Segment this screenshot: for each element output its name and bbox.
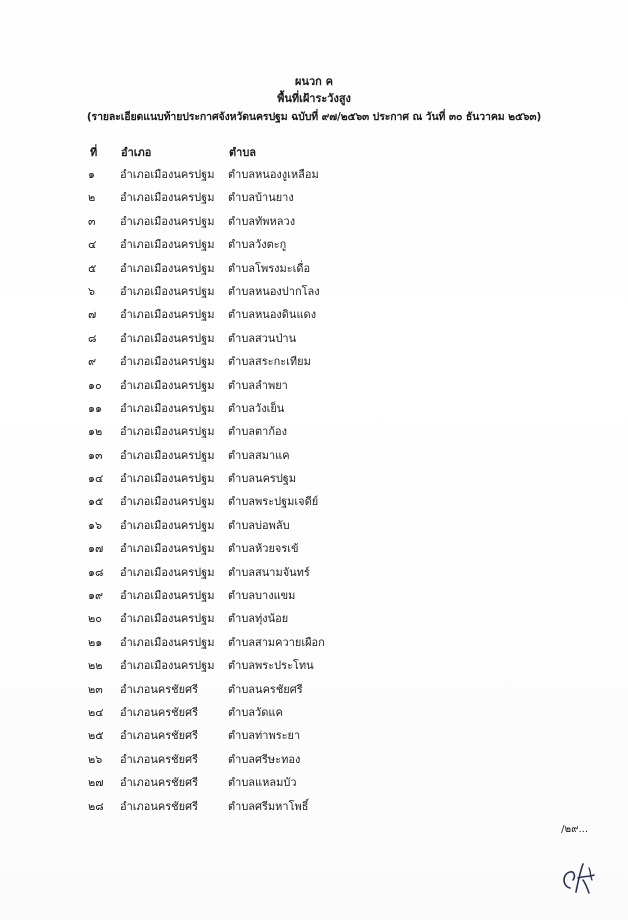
table-row xyxy=(0,327,628,350)
row-amphoe: อำเภอเมืองนครปฐม xyxy=(120,542,215,556)
row-tambon: ตำบลบ่อพลับ xyxy=(228,518,290,532)
table-row xyxy=(0,186,628,209)
row-tambon: ตำบลวังตะกู xyxy=(228,238,287,252)
row-tambon: ตำบลสนามจันทร์ xyxy=(228,565,310,579)
row-amphoe: อำเภอเมืองนครปฐม xyxy=(120,284,215,298)
table-row xyxy=(0,537,628,560)
table-row xyxy=(0,163,628,186)
table-row xyxy=(0,701,628,724)
column-header-amphoe: อำเภอ xyxy=(121,146,152,159)
row-number: ๑๕ xyxy=(88,495,104,509)
row-tambon: ตำบลบ้านยาง xyxy=(228,191,294,205)
row-amphoe: อำเภอเมืองนครปฐม xyxy=(120,214,215,228)
table-row xyxy=(0,514,628,537)
row-amphoe: อำเภอนครชัยศรี xyxy=(120,752,198,766)
table-row xyxy=(0,584,628,607)
row-amphoe: อำเภอเมืองนครปฐม xyxy=(120,191,215,205)
column-header-tambon: ตำบล xyxy=(229,146,257,159)
row-number: ๒๓ xyxy=(88,682,103,696)
table-row xyxy=(0,748,628,771)
row-number: ๓ xyxy=(88,214,96,228)
row-number: ๙ xyxy=(88,355,97,369)
row-tambon: ตำบลทัพหลวง xyxy=(228,214,296,228)
table-row xyxy=(0,654,628,677)
row-number: ๒๕ xyxy=(88,729,104,743)
area-title: พื้นที่เฝ้าระวังสูง xyxy=(277,92,351,105)
table-row xyxy=(0,631,628,654)
row-number: ๒ xyxy=(88,191,96,205)
signature-icon xyxy=(556,858,600,898)
table-row xyxy=(0,795,628,818)
table-row xyxy=(0,420,628,443)
row-amphoe: อำเภอเมืองนครปฐม xyxy=(120,261,215,275)
row-tambon: ตำบลลำพยา xyxy=(228,378,288,392)
row-tambon: ตำบลสมาแค xyxy=(228,448,290,462)
page-reference: /๒๙... xyxy=(561,824,588,835)
row-amphoe: อำเภอเมืองนครปฐม xyxy=(120,659,215,673)
row-number: ๘ xyxy=(88,331,97,345)
row-tambon: ตำบลวังเย็น xyxy=(228,401,285,415)
row-amphoe: อำเภอเมืองนครปฐม xyxy=(120,331,215,345)
row-amphoe: อำเภอเมืองนครปฐม xyxy=(120,238,215,252)
district-table xyxy=(0,163,628,818)
row-tambon: ตำบลสามควายเผือก xyxy=(228,635,325,649)
table-row xyxy=(0,607,628,630)
row-amphoe: อำเภอเมืองนครปฐม xyxy=(120,495,215,509)
row-amphoe: อำเภอเมืองนครปฐม xyxy=(120,401,215,415)
row-tambon: ตำบลศรีมหาโพธิ์ xyxy=(228,799,309,813)
row-amphoe: อำเภอเมืองนครปฐม xyxy=(120,378,215,392)
row-number: ๑๗ xyxy=(88,542,104,556)
table-row xyxy=(0,210,628,233)
row-amphoe: อำเภอเมืองนครปฐม xyxy=(120,448,215,462)
row-number: ๗ xyxy=(88,308,97,322)
row-number: ๑๓ xyxy=(88,448,103,462)
row-tambon: ตำบลศรีษะทอง xyxy=(228,752,301,766)
table-row xyxy=(0,444,628,467)
row-tambon: ตำบลสระกะเทียม xyxy=(228,355,311,369)
row-amphoe: อำเภอนครชัยศรี xyxy=(120,682,198,696)
row-number: ๑๐ xyxy=(88,378,102,392)
table-row xyxy=(0,490,628,513)
row-amphoe: อำเภอเมืองนครปฐม xyxy=(120,518,215,532)
row-tambon: ตำบลบางแขม xyxy=(228,589,296,603)
column-header-no: ที่ xyxy=(90,146,98,159)
row-amphoe: อำเภอเมืองนครปฐม xyxy=(120,168,215,181)
row-number: ๑๔ xyxy=(88,472,104,486)
row-number: ๕ xyxy=(88,261,97,275)
table-row xyxy=(0,467,628,490)
table-row xyxy=(0,257,628,280)
row-number: ๒๖ xyxy=(88,752,103,766)
row-tambon: ตำบลตาก้อง xyxy=(228,425,288,439)
document-subtitle: (รายละเอียดแนบท้ายประกาศจังหวัดนครปฐม ฉบับที่ ๙๗/๒๕๖๓ ประกาศ ณ วันที่ ๓๐ ธันวาคม ๒๕๖๓) xyxy=(86,111,542,123)
row-number: ๑๘ xyxy=(88,565,104,579)
row-amphoe: อำเภอเมืองนครปฐม xyxy=(120,355,215,369)
table-row xyxy=(0,374,628,397)
row-amphoe: อำเภอเมืองนครปฐม xyxy=(120,308,215,322)
table-row xyxy=(0,350,628,373)
row-number: ๒๑ xyxy=(88,635,103,649)
row-amphoe: อำเภอเมืองนครปฐม xyxy=(120,425,215,439)
row-tambon: ตำบลวัดแค xyxy=(228,705,283,719)
row-amphoe: อำเภอเมืองนครปฐม xyxy=(120,612,215,626)
row-amphoe: อำเภอเมืองนครปฐม xyxy=(120,472,215,486)
row-number: ๑๒ xyxy=(88,425,103,439)
annex-title: ผนวก ค xyxy=(295,75,333,88)
table-row xyxy=(0,303,628,326)
table-row xyxy=(0,233,628,256)
row-amphoe: อำเภอเมืองนครปฐม xyxy=(120,589,215,603)
row-tambon: ตำบลแหลมบัว xyxy=(228,776,297,790)
row-number: ๒๒ xyxy=(88,659,103,673)
row-number: ๑๑ xyxy=(88,401,102,415)
row-number: ๒๘ xyxy=(88,799,104,813)
row-tambon: ตำบลสวนป่าน xyxy=(228,331,297,345)
row-number: ๒๔ xyxy=(88,705,104,719)
row-tambon: ตำบลโพรงมะเดื่อ xyxy=(228,261,311,275)
row-tambon: ตำบลท่าพระยา xyxy=(228,729,301,743)
table-row xyxy=(0,561,628,584)
row-tambon: ตำบลหนองดินแดง xyxy=(228,308,317,322)
row-tambon: ตำบลห้วยจรเข้ xyxy=(228,542,299,556)
row-number: ๑๖ xyxy=(88,518,102,532)
table-row xyxy=(0,771,628,794)
table-row xyxy=(0,724,628,747)
table-row xyxy=(0,397,628,420)
row-amphoe: อำเภอเมืองนครปฐม xyxy=(120,565,215,579)
row-amphoe: อำเภอนครชัยศรี xyxy=(120,799,198,813)
row-number: ๑๙ xyxy=(88,589,104,603)
row-number: ๖ xyxy=(88,284,95,298)
row-tambon: ตำบลหนองงูเหลือม xyxy=(228,168,319,181)
row-number: ๔ xyxy=(88,238,97,252)
row-tambon: ตำบลนครปฐม xyxy=(228,472,297,486)
row-amphoe: อำเภอเมืองนครปฐม xyxy=(120,635,215,649)
row-number: ๑ xyxy=(88,168,95,181)
row-number: ๒๗ xyxy=(88,776,104,790)
row-tambon: ตำบลหนองปากโลง xyxy=(228,284,320,298)
row-tambon: ตำบลนครชัยศรี xyxy=(228,682,303,696)
row-tambon: ตำบลพระปฐมเจดีย์ xyxy=(228,495,319,509)
table-row xyxy=(0,678,628,701)
row-tambon: ตำบลทุ่งน้อย xyxy=(228,612,289,626)
row-tambon: ตำบลพระประโทน xyxy=(228,659,314,673)
row-number: ๒๐ xyxy=(88,612,102,626)
row-amphoe: อำเภอนครชัยศรี xyxy=(120,705,198,719)
row-amphoe: อำเภอนครชัยศรี xyxy=(120,729,198,743)
row-amphoe: อำเภอนครชัยศรี xyxy=(120,776,198,790)
table-row xyxy=(0,280,628,303)
